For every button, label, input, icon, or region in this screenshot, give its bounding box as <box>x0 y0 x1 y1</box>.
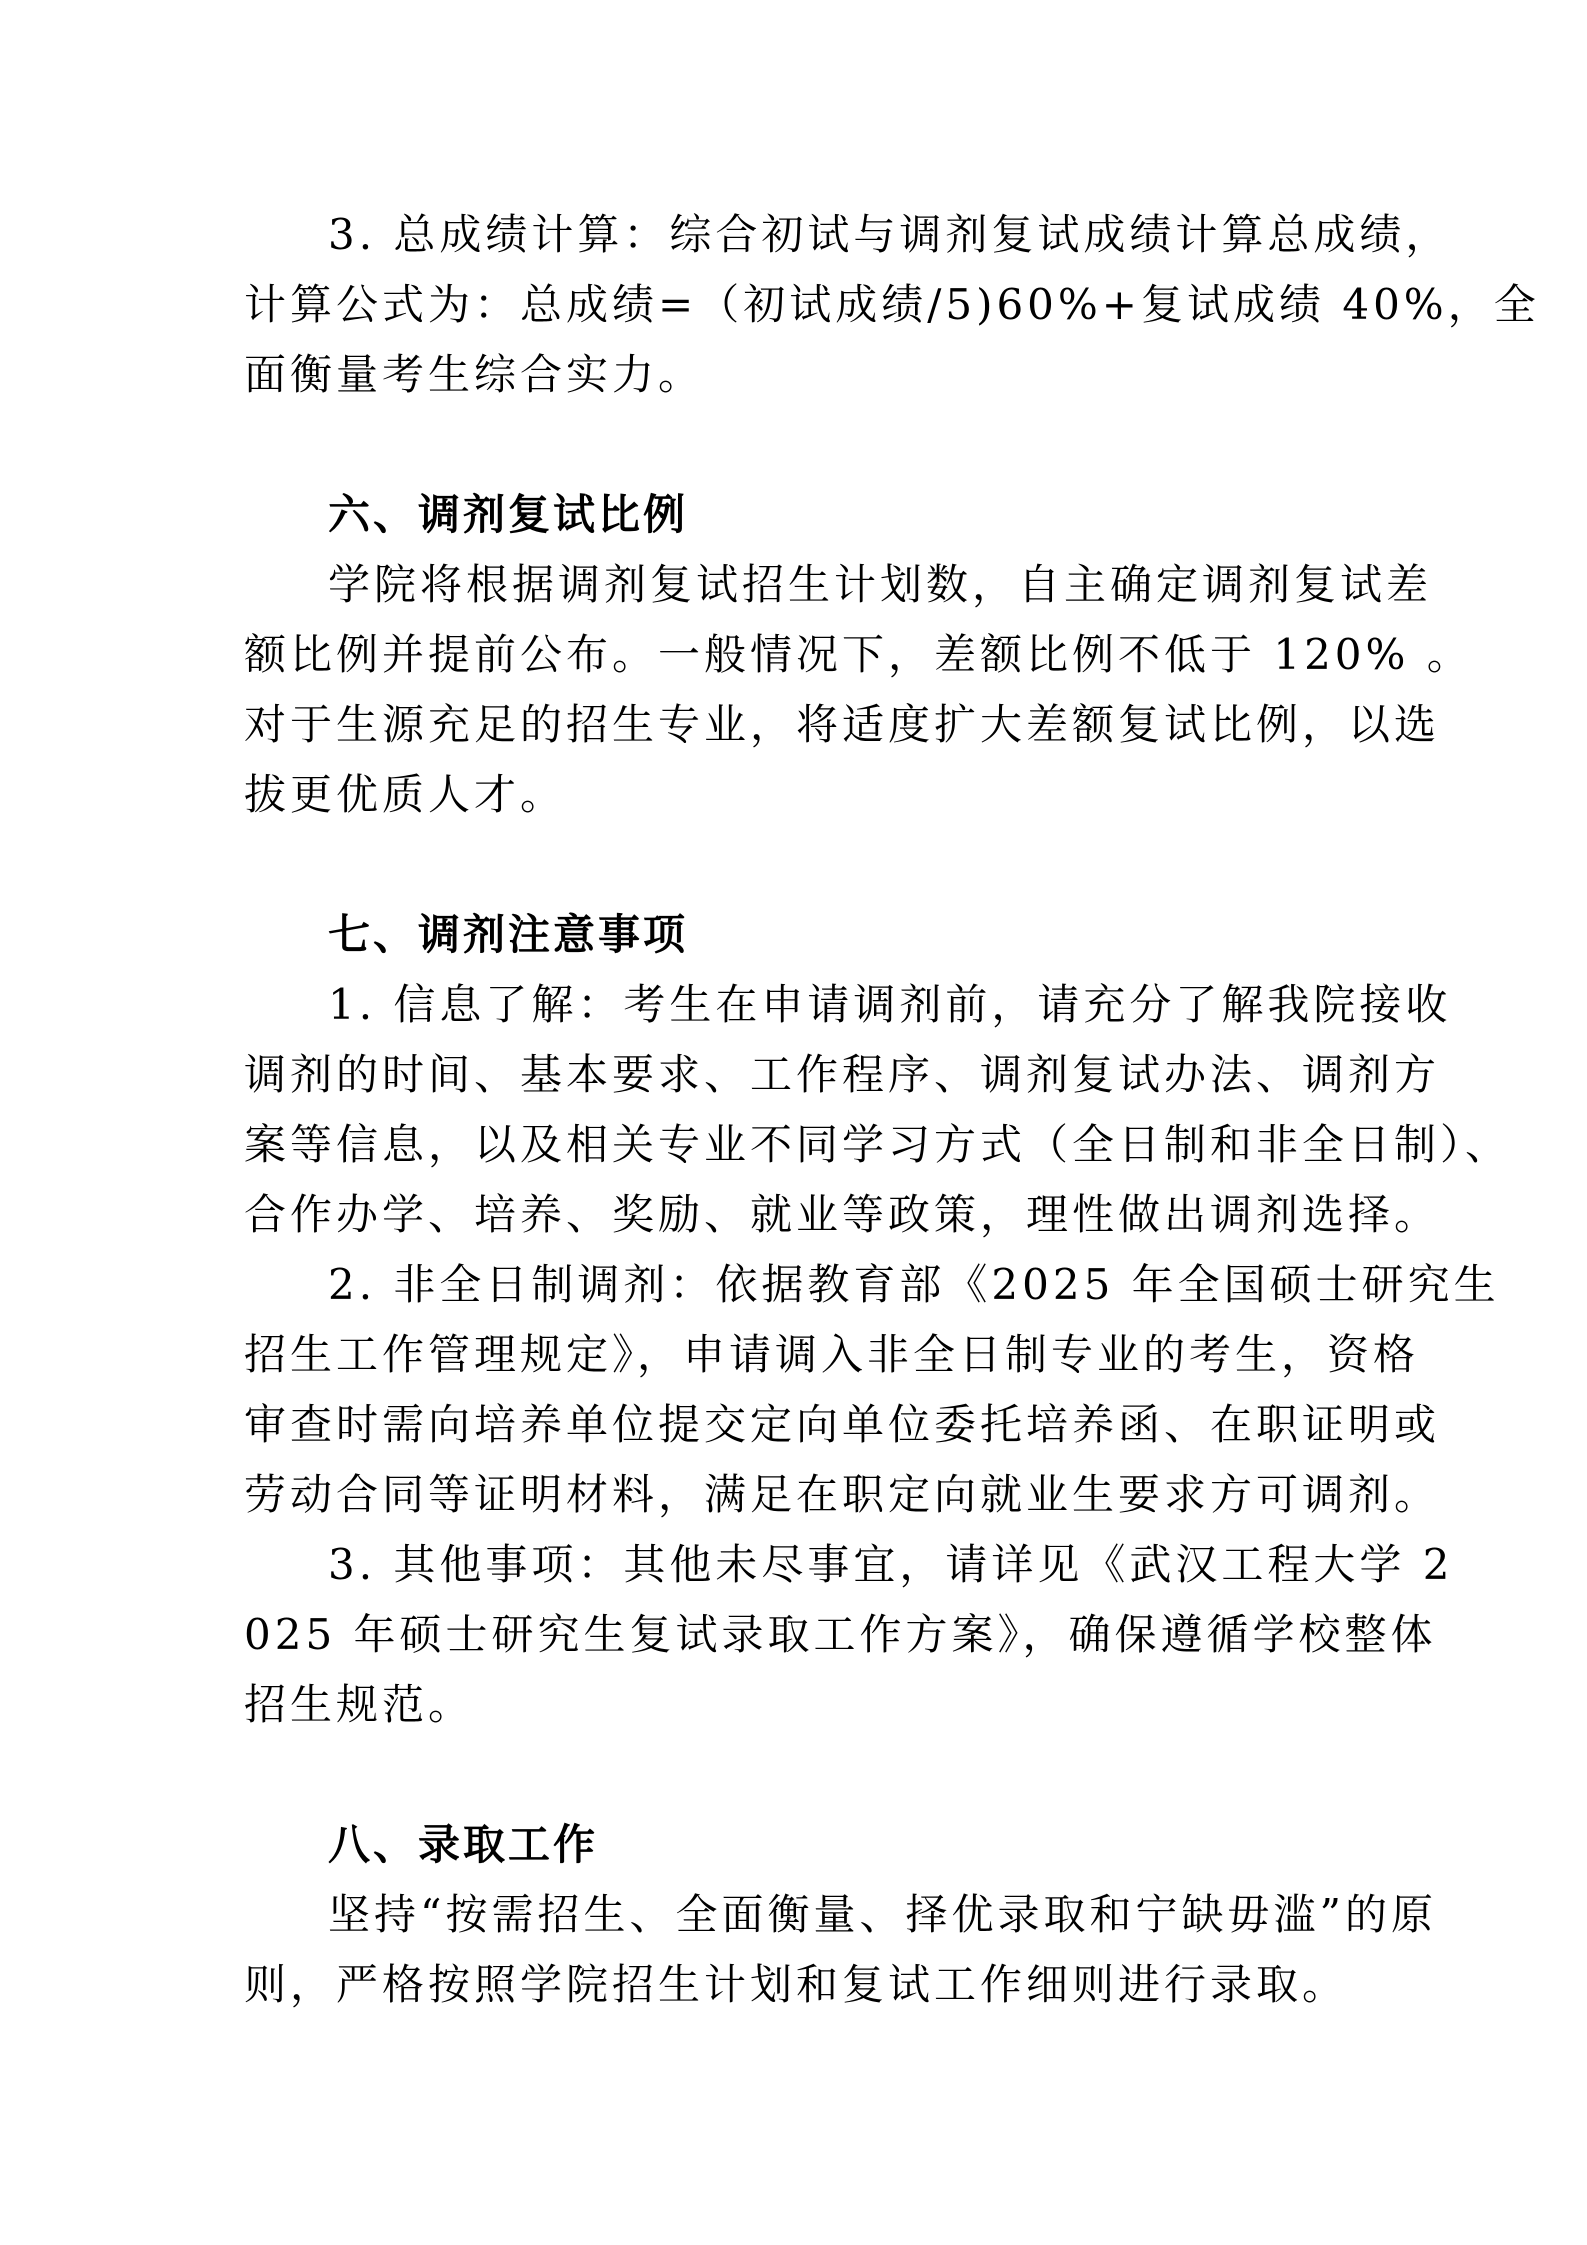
paragraph-line: 招生规范。 <box>244 1680 475 1729</box>
paragraph-line: 1. 信息了解：考生在申请调剂前，请充分了解我院接收 <box>328 980 1452 1029</box>
paragraph-line: 对于生源充足的招生专业，将适度扩大差额复试比例，以选 <box>244 700 1441 749</box>
part-time-paragraph <box>244 1250 1500 1530</box>
section-heading-ratio: 六、调剂复试比例 <box>328 490 689 539</box>
paragraph-line: 招生工作管理规定》，申请调入非全日制专业的考生，资格 <box>244 1330 1420 1379</box>
paragraph-line: 计算公式为：总成绩=（初试成绩/5)60%+复试成绩 40%，全 <box>244 280 1540 329</box>
paragraph-line: 劳动合同等证明材料，满足在职定向就业生要求方可调剂。 <box>244 1470 1441 1519</box>
admission-paragraph <box>244 1880 1437 2020</box>
section-heading-notes: 七、调剂注意事项 <box>328 910 689 959</box>
paragraph-line: 3. 其他事项：其他未尽事宜，请详见《武汉工程大学 2 <box>328 1540 1454 1589</box>
paragraph-line: 调剂的时间、基本要求、工作程序、调剂复试办法、调剂方 <box>244 1050 1441 1099</box>
ratio-paragraph <box>244 550 1473 830</box>
paragraph-line: 2. 非全日制调剂：依据教育部《2025 年全国硕士研究生 <box>328 1260 1500 1309</box>
paragraph-line: 面衡量考生综合实力。 <box>244 350 705 399</box>
paragraph-line: 3. 总成绩计算：综合初试与调剂复试成绩计算总成绩， <box>328 210 1452 259</box>
paragraph-line: 案等信息，以及相关专业不同学习方式（全日制和非全日制）、 <box>244 1120 1512 1169</box>
paragraph-line: 025 年硕士研究生复试录取工作方案》，确保遵循学校整体 <box>244 1610 1437 1659</box>
other-matters-paragraph <box>244 1530 1454 1740</box>
paragraph-line: 额比例并提前公布。一般情况下，差额比例不低于 120% 。 <box>244 630 1473 679</box>
paragraph-line: 合作办学、培养、奖励、就业等政策，理性做出调剂选择。 <box>244 1190 1441 1239</box>
paragraph-line: 学院将根据调剂复试招生计划数，自主确定调剂复试差 <box>328 560 1433 609</box>
paragraph-line: 坚持“按需招生、全面衡量、择优录取和宁缺毋滥”的原 <box>328 1890 1437 1939</box>
document-page <box>244 200 1540 2020</box>
paragraph-line: 审查时需向培养单位提交定向单位委托培养函、在职证明或 <box>244 1400 1441 1449</box>
paragraph-line: 拔更优质人才。 <box>244 770 567 819</box>
paragraph-line: 则，严格按照学院招生计划和复试工作细则进行录取。 <box>244 1960 1349 2009</box>
total-score-paragraph <box>244 200 1540 410</box>
section-heading-admission: 八、录取工作 <box>328 1820 599 1869</box>
info-paragraph <box>244 970 1512 1250</box>
